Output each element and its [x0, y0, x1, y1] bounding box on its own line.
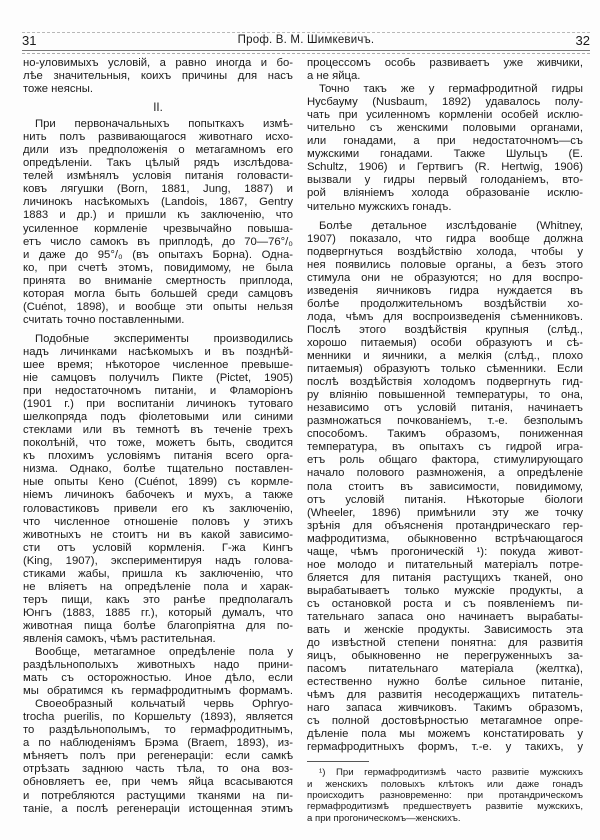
text-line: менники и яичники, а мелкія (слѣд., плохо [307, 350, 583, 363]
text-line: питаемыя) образуютъ только сѣменники. Если [307, 363, 583, 376]
text-line: ніе самцовъ получилъ Пикте (Pictet, 1905) [23, 372, 293, 385]
text-line: мы обратимся къ гермафродитнымъ формамъ. [23, 685, 293, 698]
text-line: ру вліянію повышенной температуры, то она, [307, 389, 583, 402]
text-line: поколѣній, что тоже, можетъ быть, сводится [23, 437, 293, 450]
text-line: ковъ лягушки (Born, 1881, Jung, 1887) и [23, 183, 293, 196]
text-line: а не яйца. [307, 70, 361, 83]
text-line: низма. Однако, болѣе тщательно поставлен- [23, 463, 293, 476]
text-line: мужскими гонадами. Также Шульцъ (E. [307, 148, 583, 161]
text-line: явленія самокъ, чѣмъ растительная. [23, 632, 216, 645]
text-line: ко, при счетѣ этомъ, повидимому, не была [23, 261, 293, 274]
text-line: чительно мужскихъ гонадъ. [307, 200, 452, 213]
text-line: етъ роль общаго фактора, стимулирующаго [307, 454, 583, 467]
text-line: стимула они не образуются; но для воспро- [307, 271, 583, 284]
text-line: 1907) показало, что гидра вообще должна [307, 232, 583, 245]
text-line: или гонадами, а при недостаточномъ—съ [307, 135, 583, 148]
page-number-right: 32 [575, 33, 590, 48]
text-line: животныхъ не стоитъ ни въ какой зависимо- [23, 528, 293, 541]
text-line: При первоначальныхъ попыткахъ измѣ- [35, 118, 293, 131]
text-line: опредѣленіи. Такъ цѣлый рядъ изслѣдова- [23, 157, 293, 170]
left-column [23, 57, 293, 816]
text-line: зрѣнія для объясненія протандрическаго гер- [307, 519, 583, 532]
text-line: теръ пищи, какъ это ранѣе предполагалъ [23, 593, 293, 606]
text-line: животная пища болѣе благопріятна для по- [23, 619, 293, 632]
text-line: Своеобразный кольчатый червь Ophryo- [35, 698, 293, 711]
text-line: раздѣльнополыхъ животныхъ надо прини- [23, 659, 293, 672]
text-line: отрѣзать заднюю часть тѣла, то она воз- [23, 763, 293, 776]
text-line: болѣе продолжительномъ воздѣйствіи хо- [307, 297, 583, 310]
text-line: телей измѣнялъ условія питанія головасти- [23, 170, 293, 183]
text-line: а по наблюденіямъ Брэма (Braem, 1893), из- [23, 737, 293, 750]
text-line: чать при усиленномъ кормленіи особей исклю- [307, 109, 583, 122]
text-line: Нусбауму (Nusbaum, 1892) удавалось полу- [307, 96, 583, 109]
text-line: trocha puerilis, по Коршельту (1893), является [23, 711, 293, 724]
text-line: вать и женскіе продукты. Зависимость эта [307, 624, 583, 637]
text-line: лода, чѣмъ для воспроизведенія сѣменниковъ. [307, 310, 583, 323]
paragraph [23, 118, 293, 327]
text-line: мафродитизма, обыкновенно встрѣчающагося [307, 532, 583, 545]
text-line: мать съ осторожностью. Иное дѣло, если [23, 672, 293, 685]
footnote-line: ¹) При гермафродитизмѣ часто развитіе мужскихъ [319, 767, 583, 779]
text-line: обновляетъ ее, при чемъ яйца всасываются [23, 776, 293, 789]
text-line: до извѣстной степени понятна: для развитія [307, 637, 583, 650]
text-line: Вообще, метагамное опредѣленіе пола у [35, 646, 293, 659]
text-line: вырабатываетъ только мужскіе продукты, а [307, 584, 583, 597]
text-line: надъ личинками насѣкомыхъ и въ позднѣй- [23, 345, 293, 358]
text-line: Точно такъ же у гермафродитной гидры [319, 83, 583, 96]
text-line: вызвали у гидры первый голоданіемъ, вто- [307, 174, 583, 187]
text-line: нить полъ развивающагося животнаго исхо- [23, 131, 293, 144]
text-line: температура, въ опытахъ съ гидрой игра- [307, 441, 583, 454]
running-title: Проф. В. М. Шимкевичъ. [237, 34, 375, 46]
text-line: стеклами или въ темнотѣ въ теченіе трехъ [23, 424, 293, 437]
text-line: (1901 г.) при воспитаніи личинокъ тутоваго [23, 398, 293, 411]
footnote-line: происходитъ разновременно: при протандрическомъ [307, 790, 583, 802]
page-number-left: 31 [22, 33, 37, 48]
text-line: Послѣ этого воздѣйствія крупныя (слѣд., [307, 323, 583, 336]
text-line: подвергнуться воздѣйствію холода, чтобы у [307, 245, 583, 258]
text-line: тоже неясны. [23, 83, 93, 96]
text-line: и даже до 95°/₀ (въ опытахъ Борна). Одна- [23, 248, 293, 261]
text-line: при недостаточномъ питаніи, и Фламоріонъ [23, 385, 293, 398]
paragraph [307, 220, 583, 755]
footnote-line: и женскихъ половыхъ клѣтокъ или даже гонадъ [307, 778, 583, 790]
text-line: сти отъ условій кормленія. Г-жа Кингъ [23, 541, 293, 554]
text-line: отъ условій питанія. Нѣкоторые біологи [307, 493, 583, 506]
text-line: наго запаса живчиковъ. Такимъ образомъ, [307, 702, 583, 715]
text-line: которая могла быть большей среди самцовъ [23, 287, 293, 300]
text-line: способомъ. Такимъ образомъ, пониженная [307, 428, 583, 441]
text-line: и потребляются растущими тканями на пи- [23, 789, 293, 802]
text-line: естественно нужно болѣе сильное питаніе, [307, 676, 583, 689]
text-line: (Wheeler, 1896) примѣнили эту же точку [307, 506, 583, 519]
text-line: принята во вниманіе смертность приплода, [23, 274, 293, 287]
text-line: 1883 и др.) и пришли къ заключенію, что [23, 209, 293, 222]
text-line: пола стоитъ въ зависимости, повидимому, [307, 480, 583, 493]
paragraph [23, 333, 293, 646]
text-line: гермафродитныхъ формъ, т.-е. у такихъ, у [307, 741, 583, 754]
text-line: Schultz, 1906) и Гертвигъ (R. Hertwig, 1906) [307, 161, 583, 174]
text-line: головастиковъ привели его къ заключенію, [23, 502, 293, 515]
text-line: (Cuénot, 1898), и вообще эти опыты нельзя [23, 300, 293, 313]
paragraph [23, 646, 293, 698]
text-line: считать точно поставленными. [23, 313, 185, 326]
text-line: чаще, чѣмъ прогоническій ¹): покуда живот- [307, 545, 583, 558]
paragraph [23, 57, 293, 96]
text-line: къ плохимъ условіямъ питанія всего орга- [23, 450, 293, 463]
text-line: Подобные эксперименты производились [35, 332, 293, 345]
text-line: процессомъ особь развиваетъ уже живчики, [307, 57, 583, 69]
page-header [22, 33, 590, 49]
section-heading: II. [153, 102, 163, 115]
text-line: то раздѣльнополымъ, то гермафродитнымъ, [23, 724, 293, 737]
text-line: независимо отъ условій питанія, начинаетъ [307, 402, 583, 415]
text-line: личинокъ насѣкомыхъ (Landois, 1867, Gentry [23, 196, 293, 209]
footnote-line: гермафродитизмѣ предшествуетъ развитіе мужскихъ, [307, 801, 583, 813]
text-line: Болѣе детальное изслѣдованіе (Whitney, [319, 219, 583, 232]
text-line: шелкопряда подъ фіолетовыми или синими [23, 411, 293, 424]
footnote-divider [307, 761, 369, 762]
text-line: пасомъ питательнаго матеріала (желтка), [307, 663, 583, 676]
text-line: размножаться почкованіемъ, т.-е. безполымъ [307, 415, 583, 428]
text-line: не вліяетъ на опредѣленіе пола и харак- [23, 580, 293, 593]
text-line: нея появились половые органы, а безъ этого [307, 258, 583, 271]
text-line: усиленное кормленіе чрезвычайно повыша- [23, 222, 293, 235]
text-line: рой вліяніемъ холода образованіе исклю- [307, 187, 583, 200]
text-line: дили изъ предположенія о метагамномъ его [23, 144, 293, 157]
right-column [307, 57, 583, 824]
text-line: дѣленіе пола мы можемъ констатировать у [307, 728, 583, 741]
text-line: шее время; нѣкоторое численное превыше- [23, 358, 293, 371]
text-line: чѣмъ для развитія несодержащихъ питатель- [307, 689, 583, 702]
text-line: но-уловимыхъ условій, а равно иногда и бо- [23, 57, 293, 69]
text-line: ніемъ личинокъ бабочекъ и мухъ, а также [23, 489, 293, 502]
header-bottom-rule [22, 50, 590, 54]
text-line: (King, 1907), экспериментируя надъ голова- [23, 554, 293, 567]
text-line: съ полной достовѣрностью метагамное опре- [307, 715, 583, 728]
footnote [307, 767, 583, 823]
text-line: чительно съ женскими половыми органами, [307, 122, 583, 135]
text-line: послѣ воздѣйствія холодомъ подвергнуть гид- [307, 376, 583, 389]
paragraph [307, 57, 583, 83]
paragraph [307, 83, 583, 213]
text-line: лѣе значительныя, коихъ причины для насъ [23, 70, 293, 83]
text-line: начало полового размноженія, а опредѣленіе [307, 467, 583, 480]
text-line: изведенія яичниковъ гидра нуждается въ [307, 284, 583, 297]
text-line: съ остановкой роста и съ появленіемъ пи- [307, 597, 583, 610]
text-line: етъ число самокъ въ приплодѣ, до 70—76°/₀ [23, 235, 293, 248]
paragraph [23, 698, 293, 815]
text-line: ные опыты Кено (Cuénot, 1899) съ кормле- [23, 476, 293, 489]
text-line: яицъ, обыкновенно не перегруженныхъ за- [307, 650, 583, 663]
text-line: тательнаго запаса оно начинаетъ вырабаты- [307, 610, 583, 623]
footnote-line: а при прогоническомъ—женскихъ. [307, 812, 461, 824]
text-line: таніе, а послѣ регенераціи истощенная этимъ [23, 802, 293, 815]
text-line: ное молодо и питательный матеріалъ потре- [307, 558, 583, 571]
text-line: Юнгъ (1883, 1885 гг.), который думалъ, что [23, 606, 293, 619]
text-line: бляется для питанія растущихъ тканей, оно [307, 571, 583, 584]
text-line: стиками жабы, пришла къ заключенію, что [23, 567, 293, 580]
text-line: мѣняетъ полъ при регенераціи: если самкѣ [23, 750, 293, 763]
text-line: что численное отношеніе половъ у этихъ [23, 515, 293, 528]
text-line: хорошо питаемыя) особи образуютъ и сѣ- [307, 336, 583, 349]
